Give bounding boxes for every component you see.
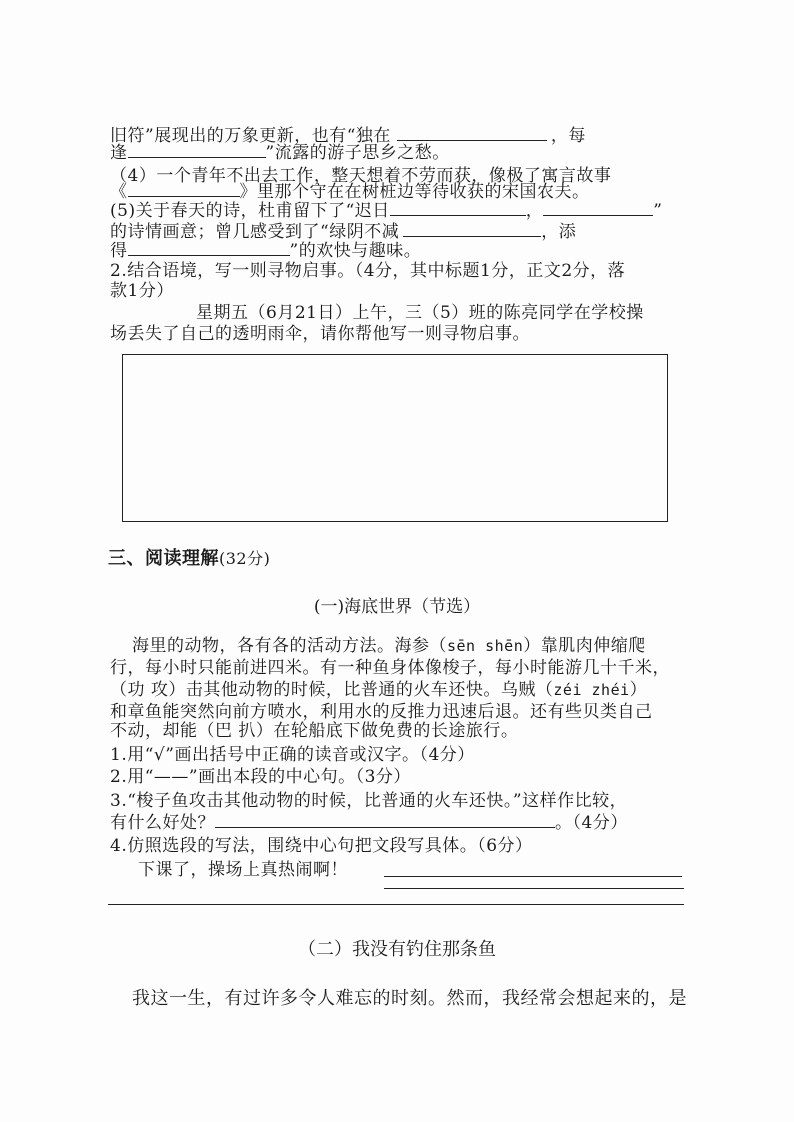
answer-blank[interactable] [128, 141, 266, 158]
check-mark-icon: √ [153, 745, 166, 765]
text: 1.用“ [110, 745, 154, 765]
text: 4.仿照选段的写法，围绕中心句把文段写具体。（6分） [110, 836, 533, 856]
text: 星期五（6月21日）上午，三（5）班的陈亮同学在学校操 [196, 303, 644, 323]
writing-line[interactable] [384, 888, 684, 889]
passage-1-line-2 [110, 657, 670, 679]
p1-question-3 [110, 790, 627, 812]
writing-line[interactable] [384, 876, 682, 877]
text: 》里那个守在在树桩边等待收获的宋国农夫。 [239, 182, 590, 202]
text: ” [653, 201, 663, 221]
answer-blank[interactable] [543, 199, 653, 216]
p1-question-4 [110, 835, 533, 857]
answer-blank[interactable] [128, 180, 240, 197]
text: 下课了，操场上真热闹啊！ [138, 860, 348, 880]
pinyin-options[interactable]: zéi zhéi [553, 681, 630, 699]
text: 3.“梭子鱼攻击其他动物的时候，比普通的火车还快。”这样作比较， [110, 791, 628, 811]
answer-blank[interactable] [215, 811, 555, 828]
passage-1-line-5 [110, 720, 518, 742]
passage-1-line-1 [132, 635, 646, 657]
fill-line-5 [110, 199, 662, 222]
section-3-heading [108, 548, 270, 570]
text: 海里的动物，各有各的活动方法。海参（ [132, 636, 447, 656]
text: 行，每小时只能前进四米。有一种鱼身体像梭子，每小时能游几十千米， [110, 658, 670, 678]
q2-prompt-1 [196, 302, 644, 324]
p1-question-1 [110, 744, 475, 766]
writing-line[interactable] [108, 904, 684, 905]
text: （功 攻）击其他动物的时候，比普通的火车还快。乌贼（ [110, 680, 554, 700]
section-title: 三、阅读理解 [108, 548, 219, 569]
text: ”流露的游子思乡之愁。 [265, 143, 450, 163]
text: 《 [110, 182, 128, 202]
text: 有什么好处？ [110, 813, 215, 833]
passage-1-line-3 [110, 679, 647, 701]
text: 和章鱼能突然向前方喷水，利用水的反推力迅速后退。还有些贝类自己 [110, 702, 653, 722]
p1-question-3-answer [110, 811, 628, 834]
text: 款1分） [110, 281, 174, 301]
text: 我这一生，有过许多令人难忘的时刻。然而，我经常会想起来的，是 [132, 988, 687, 1009]
text: ”画出括号中正确的读音或汉字。（4分） [165, 745, 475, 765]
text: ”的欢快与趣味。 [289, 241, 422, 261]
p1-question-2 [110, 766, 411, 788]
text: （4）一个青年不出去工作，整天想着不劳而获，像极了寓言故事 [110, 166, 612, 186]
text: 得 [110, 241, 128, 261]
answer-blank[interactable] [390, 199, 526, 216]
text: (5)关于春天的诗，杜甫留下了“迟日 [110, 201, 390, 221]
notice-answer-box[interactable] [122, 354, 668, 522]
passage-2-title: （二）我没有钓住那条鱼 [298, 939, 496, 960]
text: ） [629, 680, 648, 700]
text: 。（4分） [555, 813, 628, 833]
pinyin-options[interactable]: sēn shēn [447, 637, 524, 655]
text: 场丢失了自己的透明雨伞，请你帮他写一则寻物启事。 [110, 324, 530, 344]
text: ，每 [550, 126, 586, 146]
text: 旧符”展现出的万象更新，也有“独在 [110, 126, 391, 146]
passage-1-title: (一)海底世界（节选） [313, 597, 481, 617]
text: ， [525, 201, 544, 221]
text: 不动，却能（巴 扒）在轮船底下做免费的长途旅行。 [110, 721, 519, 741]
q2-line-1 [110, 260, 625, 282]
passage-2-line-1 [132, 988, 687, 1010]
text: 的诗情画意；曾几感受到了“绿阴不减 [110, 222, 400, 242]
answer-blank[interactable] [403, 220, 541, 237]
fill-line-7 [110, 239, 421, 262]
text: ，添 [541, 222, 577, 242]
answer-blank[interactable] [128, 239, 290, 256]
text: 2.结合语境，写一则寻物启事。（4分，其中标题1分，正文2分，落 [110, 261, 626, 281]
fill-line-2 [110, 141, 450, 164]
section-points: (32分) [219, 549, 271, 568]
q2-line-2 [110, 280, 174, 302]
q2-prompt-2 [110, 323, 530, 345]
answer-blank[interactable] [397, 124, 547, 141]
text: 2.用“——”画出本段的中心句。（3分） [110, 767, 411, 787]
text: ）靠肌肉伸缩爬 [523, 636, 646, 656]
p1-question-4-start [138, 859, 348, 881]
text: 逢 [110, 143, 128, 163]
